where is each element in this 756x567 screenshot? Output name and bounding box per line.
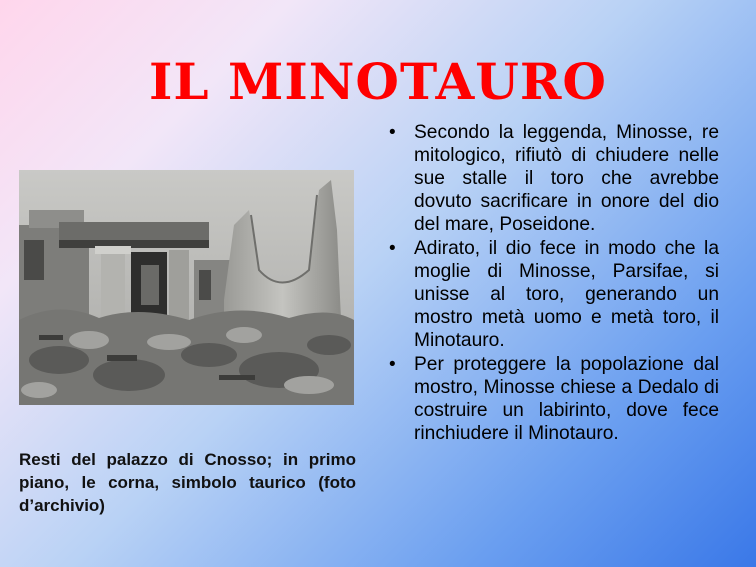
bullet-item <box>387 121 719 236</box>
bullet-dot-icon: • <box>389 238 396 259</box>
bullet-text: Secondo la leggenda, Minosse, re mitologico, rifiutò di chiudere nelle sue stalle il toro che avrebbe dovuto sacrificare in onore del dio del mare, Poseidone. <box>414 122 719 235</box>
bullet-dot-icon: • <box>389 354 396 375</box>
bullet-dot-icon: • <box>389 122 396 143</box>
bullet-text: Per proteggere la popolazione dal mostro, Minosse chiese a Dedalo di costruire un labirinto, dove fece rinchiudere il Minotauro. <box>414 354 719 444</box>
bullet-item <box>387 237 719 352</box>
bullet-list <box>387 121 719 446</box>
bullet-item <box>387 353 719 445</box>
slide-title: IL MINOTAURO <box>149 52 607 111</box>
photo-caption: Resti del palazzo di Cnosso; in primo piano, le corna, simbolo taurico (foto d’archivio) <box>19 450 356 515</box>
bullet-text: Adirato, il dio fece in modo che la moglie di Minosse, Parsifae, si unisse al toro, generando un mostro metà uomo e metà toro, il Minotauro. <box>414 238 719 351</box>
knossos-photo <box>19 170 354 405</box>
